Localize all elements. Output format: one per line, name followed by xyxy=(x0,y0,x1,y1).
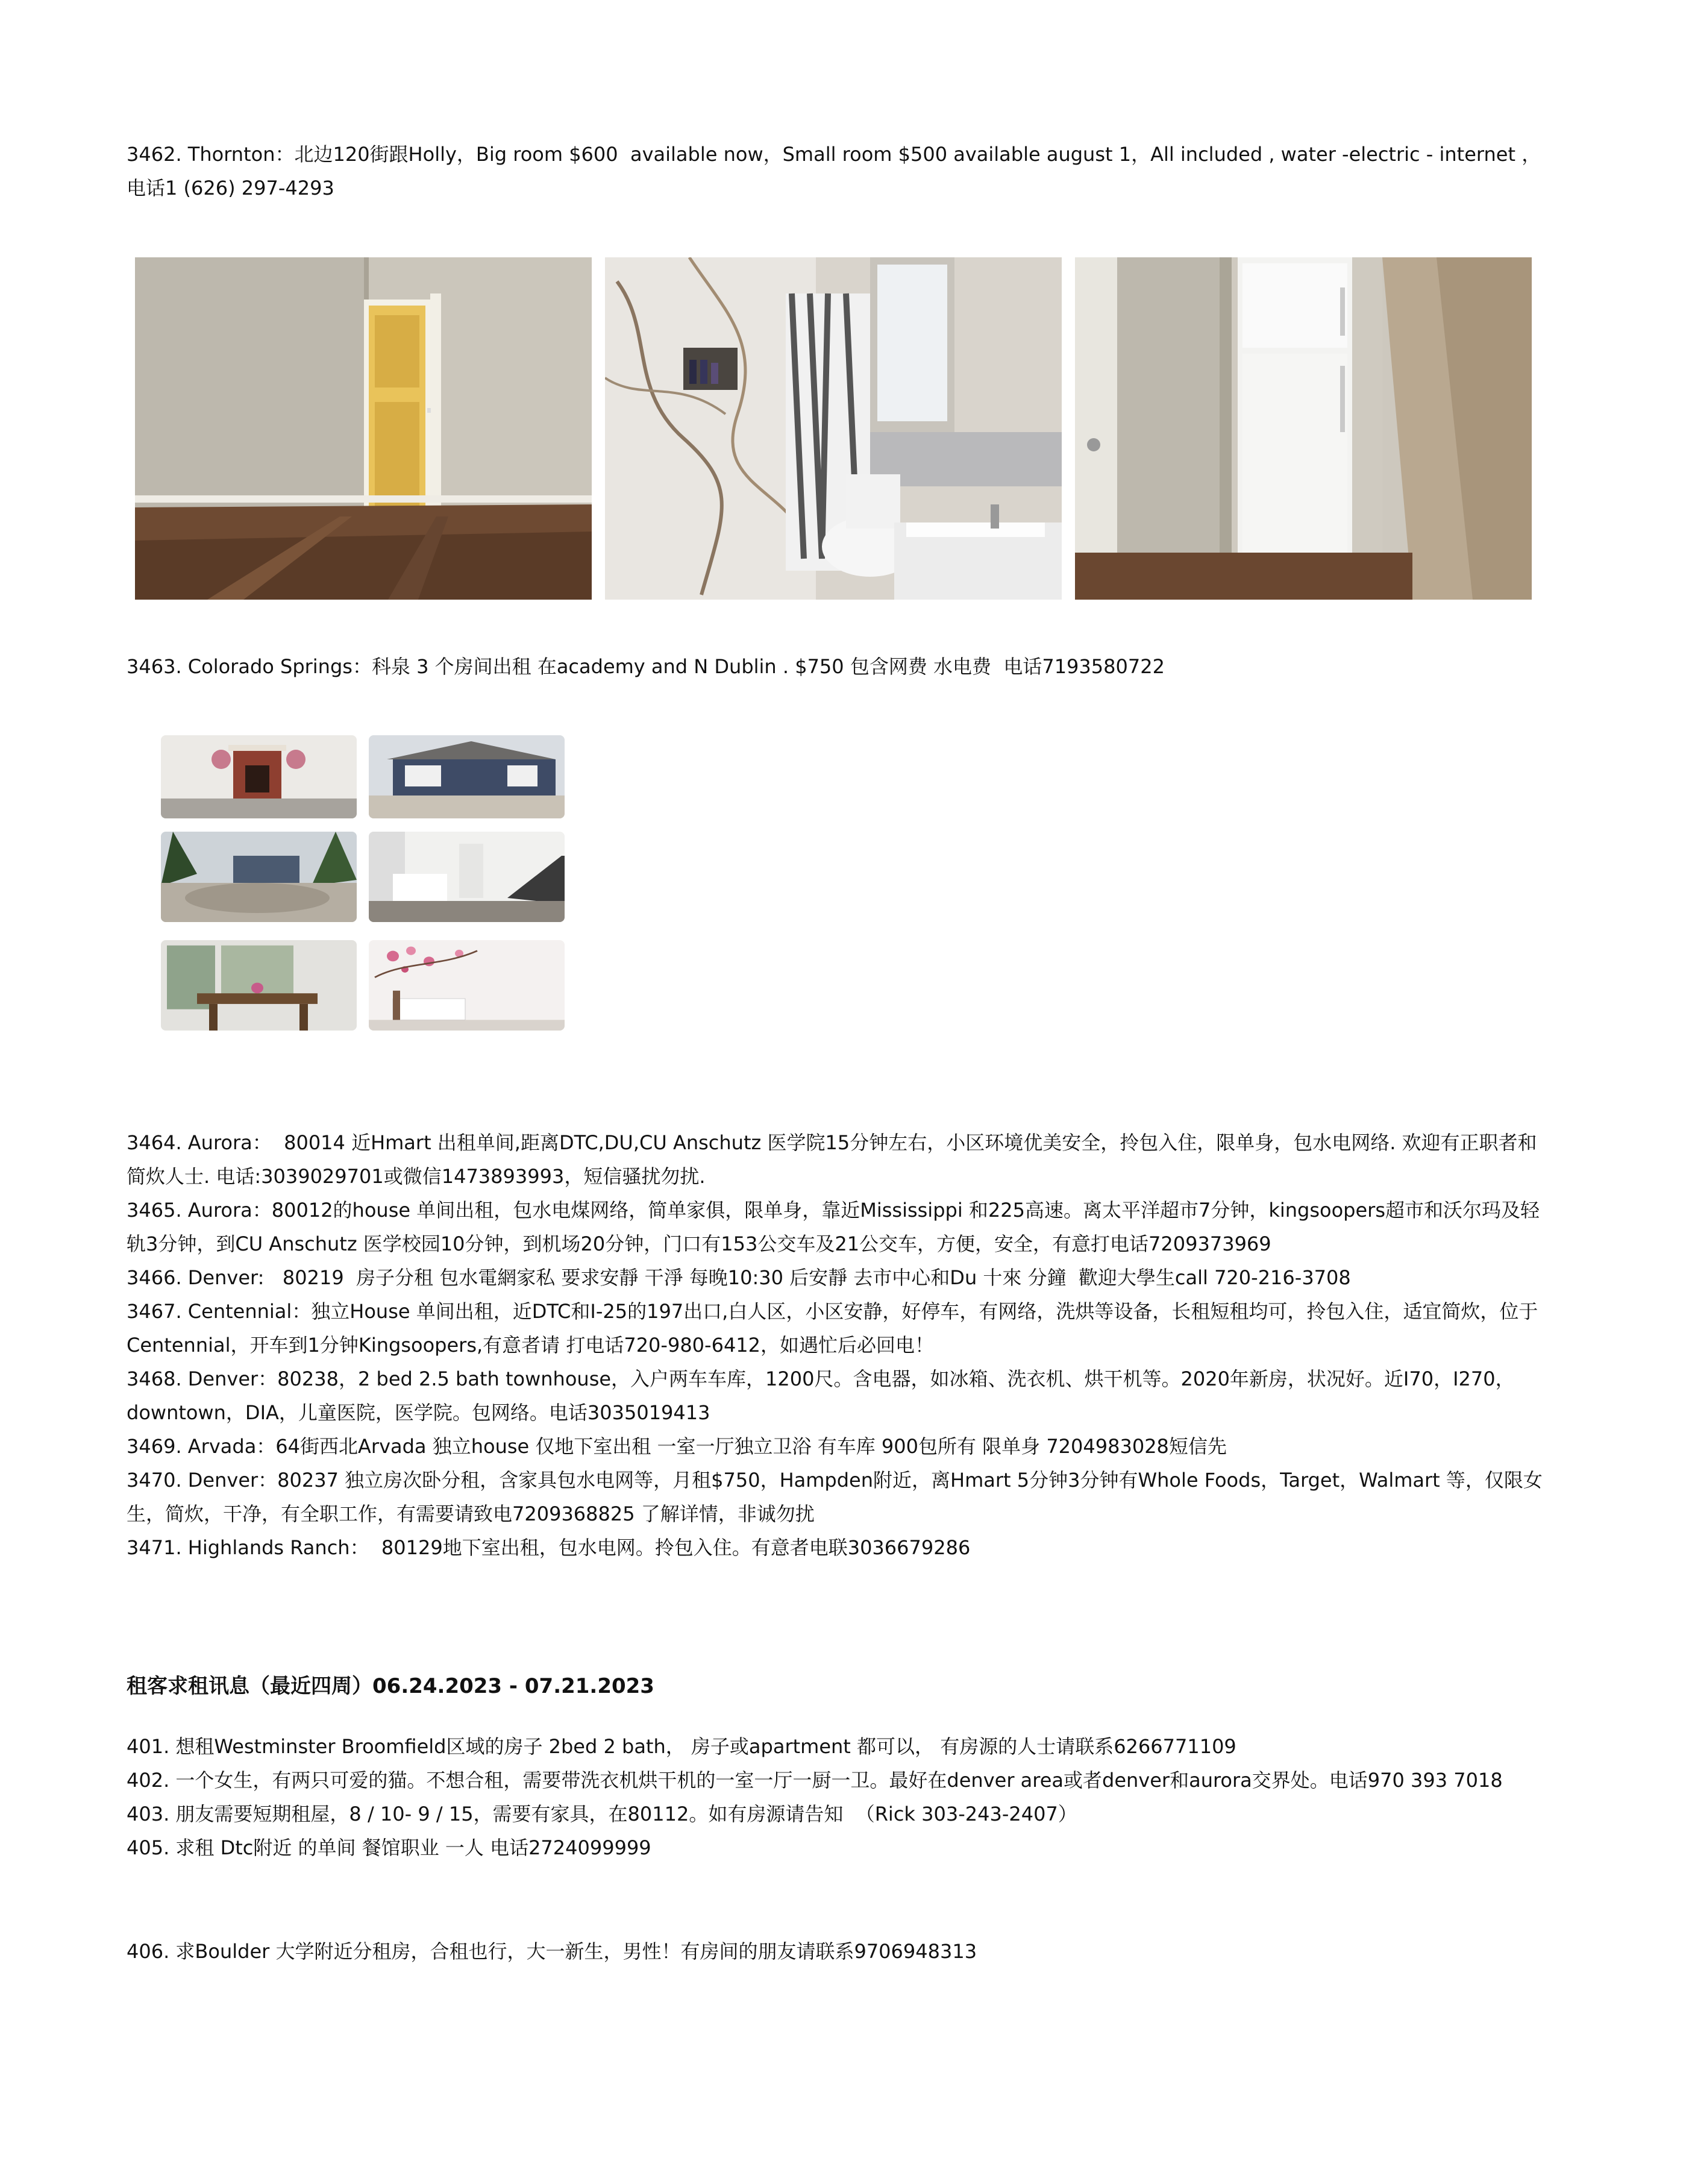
listing-3463: 3463. Colorado Springs：科泉 3 个房间出租 在academy and N Dublin . $750 包含网费 水电费 电话7193580722 xyxy=(127,655,1165,678)
listing-3470: 3470. Denver：80237 独立房次卧分租，含家具包水电网等，月租$750，Hampden附近，离Hmart 5分钟3分钟有Whole Foods，Target，Walmart 等，仅限女生，简炊，干净，有全职工作，有需要请致电7209368825 了解详情，非诚勿扰 xyxy=(127,1469,1543,1525)
refrigerator-photo xyxy=(1075,257,1532,600)
house-yard-photo xyxy=(161,832,357,922)
listing-3468: 3468. Denver：80238，2 bed 2.5 bath townhouse，入户两车车库，1200尺。含电器，如冰箱、洗衣机、烘干机等。2020年新房，状况好。近I70，I270，downtown，DIA，儿童医院，医学院。包网络。电话3035019413 xyxy=(127,1367,1515,1424)
living-room-fireplace-photo xyxy=(161,735,357,818)
dining-room-photo xyxy=(161,940,357,1031)
listing-3464: 3464. Aurora： 80014 近Hmart 出租单间,距离DTC,DU,CU Anschutz 医学院15分钟左右，小区环境优美安全，拎包入住，限单身，包水电网络. 欢迎有正职者和简炊人士. 电话:3039029701或微信1473893993，短信骚扰勿扰. xyxy=(127,1131,1537,1188)
wanted-item-402: 402. 一个女生，有两只可爱的猫。不想合租，需要带洗衣机烘干机的一室一厅一厨一卫。最好在denver area或者denver和aurora交界处。电话970 393 7018 xyxy=(127,1769,1503,1792)
wanted-item-401: 401. 想租Westminster Broomfield区域的房子 2bed 2 bath， 房子或apartment 都可以， 有房源的人士请联系6266771109 xyxy=(127,1735,1236,1758)
listing-3466: 3466. Denver: 80219 房子分租 包水電網家私 要求安靜 干淨 每晚10:30 后安靜 去市中心和Du 十來 分鐘 歡迎大學生call 720-216-3708 xyxy=(127,1266,1351,1289)
listing-3462: 3462. Thornton：北边120街跟Holly，Big room $600 available now，Small room $500 available august 1，All included , water -electric - internet ，电话1 (626) 297-4293 xyxy=(127,143,1541,199)
wanted-item-405: 405. 求租 Dtc附近 的单间 餐馆职业 一人 电话2724099999 xyxy=(127,1836,651,1859)
wanted-item-406: 406. 求Boulder 大学附近分租房，合租也行，大一新生，男性！有房间的朋友请联系9706948313 xyxy=(127,1940,977,1963)
listing-3471: 3471. Highlands Ranch： 80129地下室出租，包水电网。拎包入住。有意者电联3036679286 xyxy=(127,1536,971,1559)
wanted-item-403: 403. 朋友需要短期租屋，8 / 10- 9 / 15，需要有家具，在80112。如有房源请告知 （Rick 303-243-2407） xyxy=(127,1803,1077,1825)
listing-3467: 3467. Centennial：独立House 单间出租，近DTC和I-25的197出口,白人区，小区安静，好停车，有网络，洗烘等设备，长租短租均可，拎包入住，适宜简炊，位于Centennial，开车到1分钟Kingsoopers,有意者请 打电话720-980-6412，如遇忙后必回电！ xyxy=(127,1300,1538,1357)
bedroom-blossom-photo xyxy=(369,940,565,1031)
listings-3464-3471 xyxy=(127,1126,1543,1564)
wanted-list xyxy=(127,1730,1543,1865)
listing-3469: 3469. Arvada：64街西北Arvada 独立house 仅地下室出租 一室一厅独立卫浴 有车库 900包所有 限单身 7204983028短信先 xyxy=(127,1435,1227,1458)
interior-stairs-photo xyxy=(369,832,565,922)
listing-3465: 3465. Aurora：80012的house 单间出租，包水电煤网络，简单家俱，限单身，靠近Mississippi 和225高速。离太平洋超市7分钟，kingsoopers超市和沃尔玛及轻轨3分钟，到CU Anschutz 医学校园10分钟，到机场20分钟，门口有153公交车及21公交车，方便，安全，有意打电话7209373969 xyxy=(127,1199,1540,1255)
bedroom-photo xyxy=(135,257,592,600)
bathroom-photo xyxy=(605,257,1062,600)
wanted-section-heading: 租客求租讯息（最近四周）06.24.2023 - 07.21.2023 xyxy=(127,1674,654,1698)
house-photo-collage xyxy=(158,723,592,1082)
house-front-photo xyxy=(369,735,565,818)
